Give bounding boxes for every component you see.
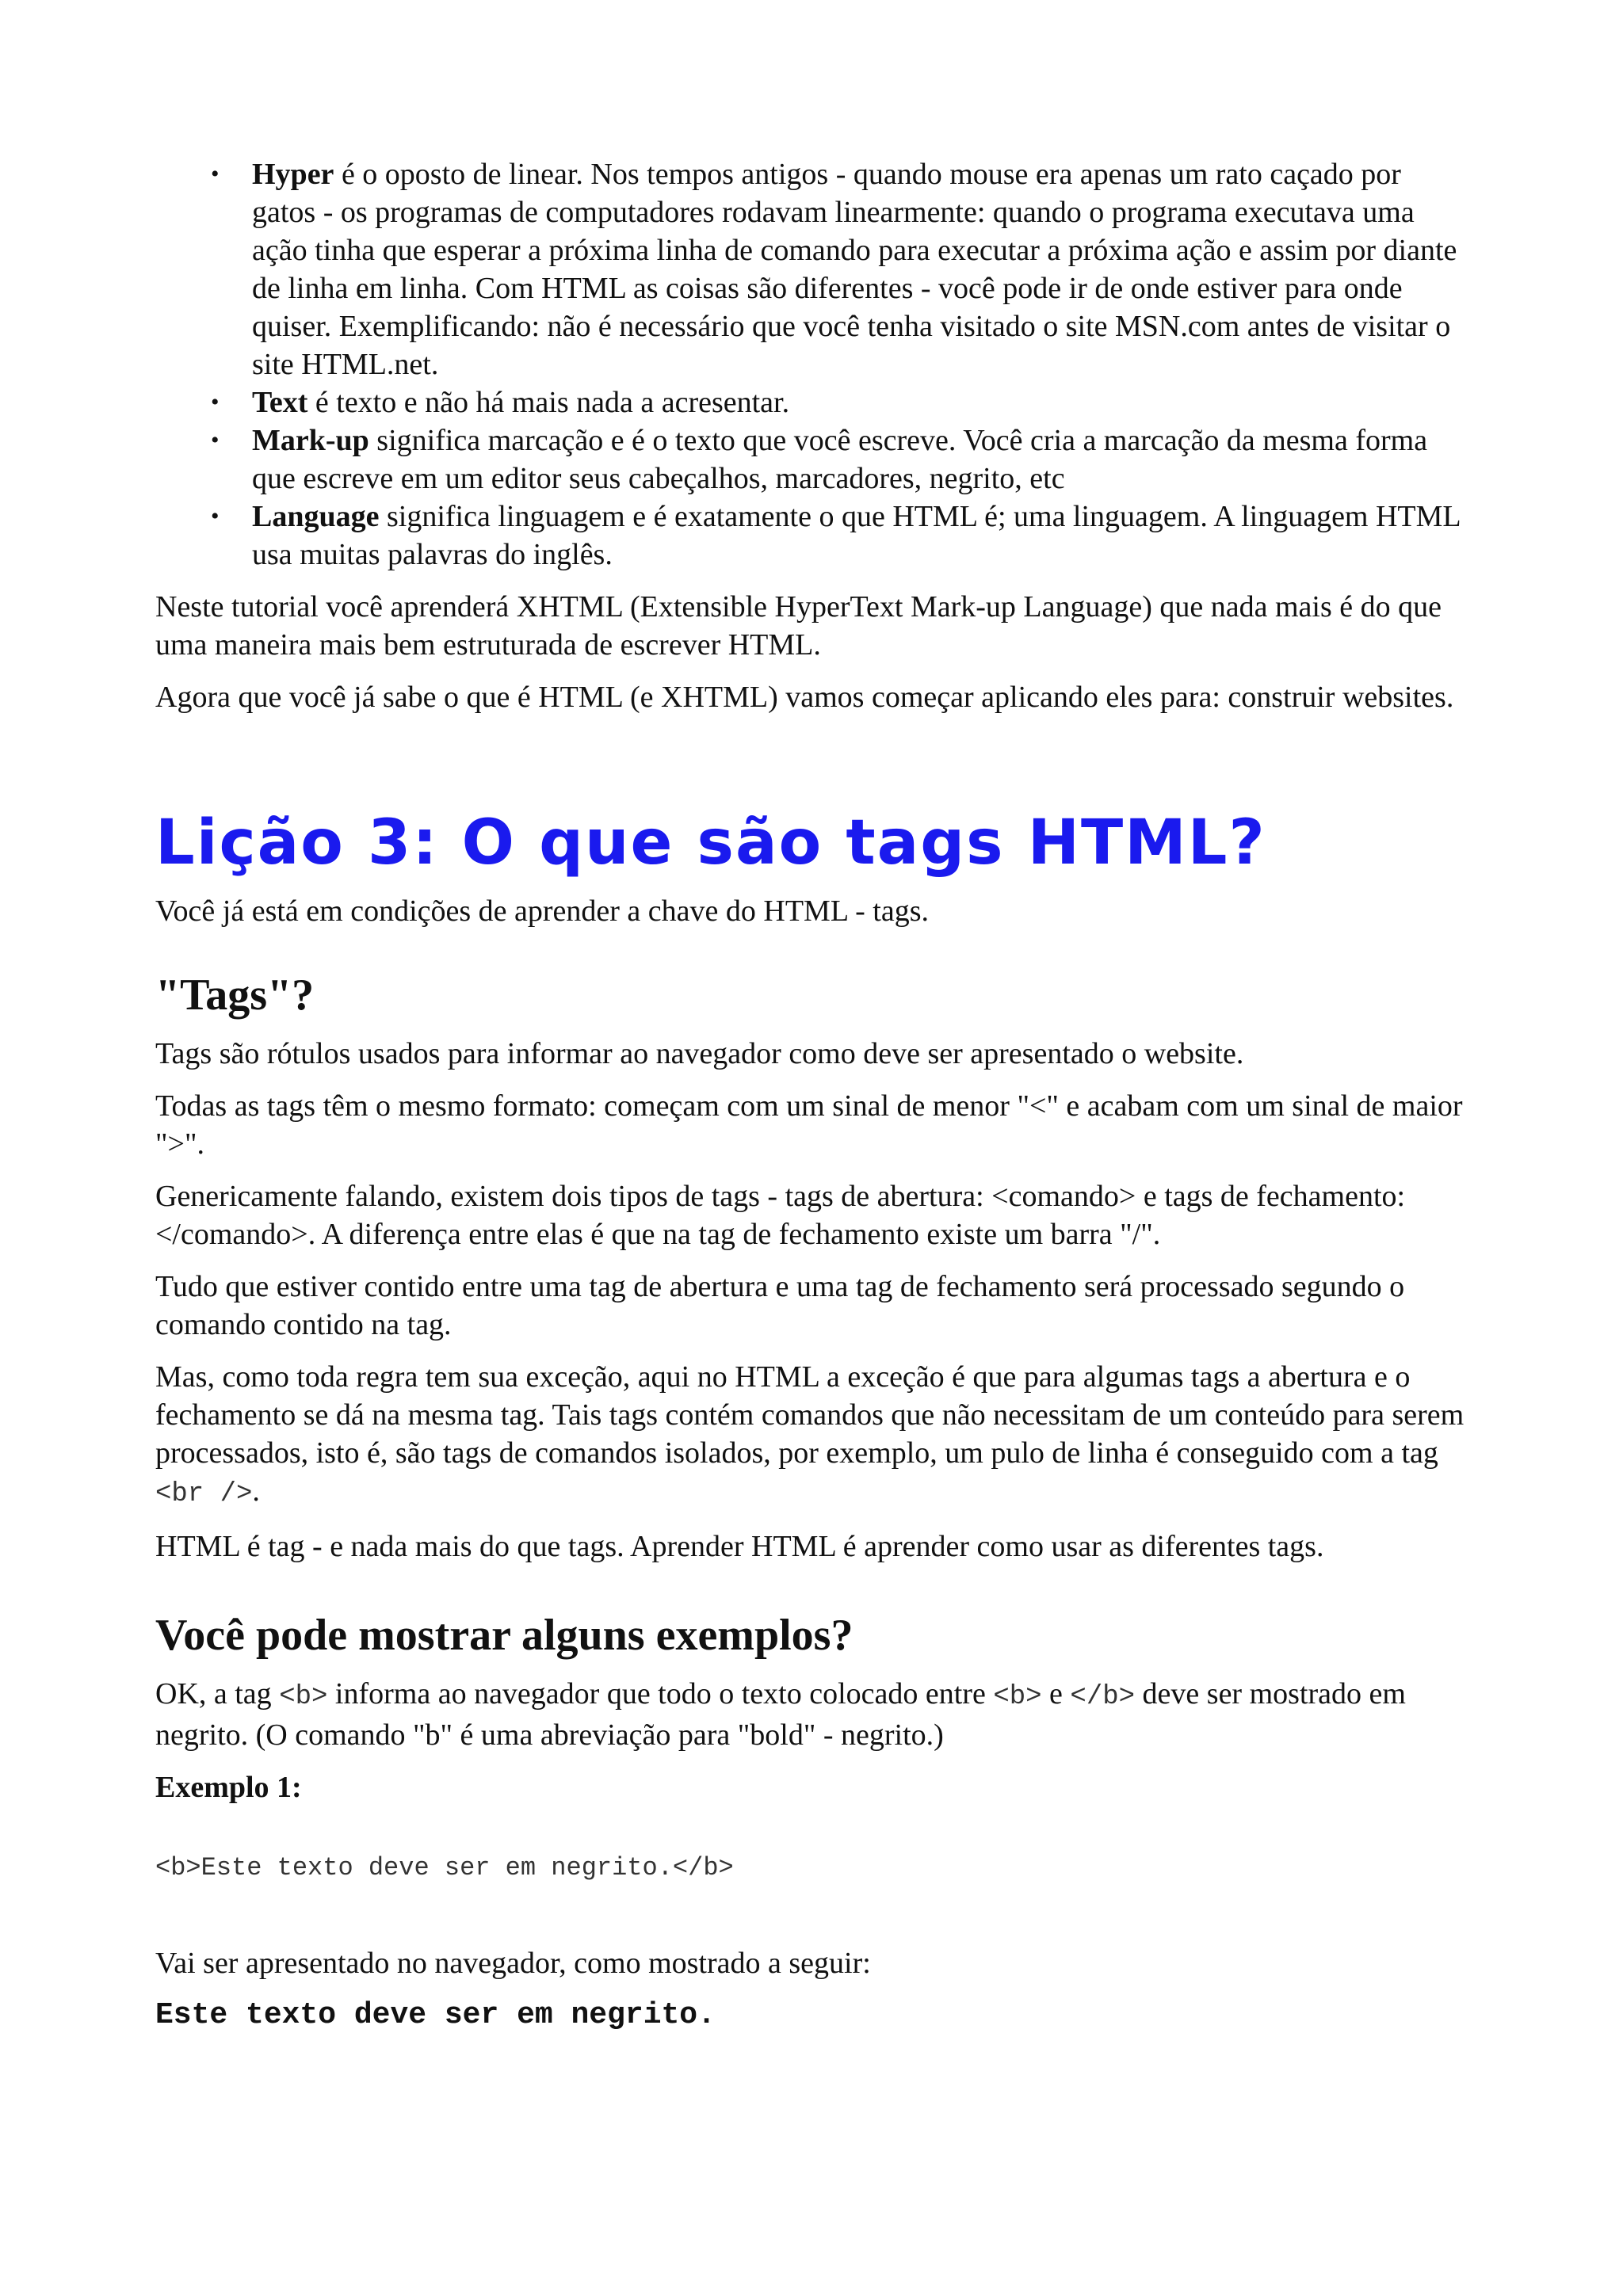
result-intro: Vai ser apresentado no navegador, como mostrado a seguir: (155, 1947, 871, 1980)
b-close-code: </b> (1070, 1682, 1136, 1712)
lesson-lead: Você já está em condições de aprender a chave do HTML - tags. (155, 894, 929, 928)
list-item-term: Mark-up (252, 424, 369, 457)
tags-heading: "Tags"? (155, 971, 315, 1020)
list-item (155, 383, 1471, 421)
list-item-text: é o oposto de linear. Nos tempos antigos - quando mouse era apenas um rato caçado por gatos - os programas de computadores rodavam linearmente: quando o programa executava uma ação tinha que esperar a próxima linha de comando para executar a próxima ação e assim por diante de linha em linha. Com HTML as coisas são diferentes - você pode ir de onde estiver para onde quiser. Exemplificando: não é necessário que você tenha visitado o site MSN.com antes de visitar o site HTML.net. (252, 158, 1457, 381)
tags-paragraph: Tudo que estiver contido entre uma tag de abertura e uma tag de fechamento será processado segundo o comando contido na tag. (155, 1270, 1405, 1341)
bold-tag-paragraph (155, 1675, 1471, 1754)
websites-paragraph: Agora que você já sabe o que é HTML (e XHTML) vamos começar aplicando eles para: construir websites. (155, 681, 1454, 714)
list-item (155, 421, 1471, 498)
bold-intro-text: deve ser mostrado em negrito. (O comando "b" é uma abreviação para "bold" - negrito.) (155, 1677, 1406, 1752)
bold-intro-text: informa ao navegador que todo o texto colocado entre (327, 1677, 994, 1711)
examples-heading: Você pode mostrar alguns exemplos? (155, 1611, 854, 1660)
exception-paragraph (155, 1358, 1471, 1513)
bold-intro-text: OK, a tag (155, 1677, 280, 1711)
b-open-code: <b> (279, 1682, 328, 1712)
list-item (155, 498, 1471, 574)
tags-paragraph: Tags são rótulos usados para informar ao navegador como deve ser apresentado o website. (155, 1037, 1244, 1070)
list-item-text: significa marcação e é o texto que você escreve. Você cria a marcação da mesma forma que escreve em um editor seus cabeçalhos, marcadores, negrito, etc (252, 424, 1428, 495)
exception-text: Mas, como toda regra tem sua exceção, aqui no HTML a exceção é que para algumas tags a abertura e o fechamento se dá na mesma tag. Tais tags contém comandos que não necessitam de um conteúdo para serem processados, isto é, são tags de comandos isolados, por exemplo, um pulo de linha é conseguido com a tag (155, 1360, 1465, 1470)
example-code-block: <b>Este texto deve ser em negrito.</b> (155, 1853, 734, 1882)
list-item (155, 155, 1471, 383)
br-tag-code: <br /> (155, 1479, 253, 1509)
page-content (155, 155, 1471, 2035)
lesson-title: Lição 3: O que são tags HTML? (155, 807, 1266, 879)
list-item-term: Language (252, 500, 380, 533)
list-item-term: Hyper (252, 158, 334, 191)
bold-intro-text: e (1041, 1677, 1071, 1711)
exception-end: . (252, 1474, 260, 1508)
list-item-text: significa linguagem e é exatamente o que HTML é; uma linguagem. A linguagem HTML usa muitas palavras do inglês. (252, 500, 1461, 571)
rendered-bold-output: Este texto deve ser em negrito. (155, 1998, 716, 2032)
example-label: Exemplo 1: (155, 1771, 302, 1804)
tags-paragraph: Genericamente falando, existem dois tipos de tags - tags de abertura: <comando> e tags de fechamento: </comando>. A diferença entre elas é que na tag de fechamento existe um barra "/". (155, 1180, 1406, 1251)
intro-definition-list (155, 155, 1471, 574)
tags-paragraph: Todas as tags têm o mesmo formato: começam com um sinal de menor "<" e acabam com um sinal de maior ">". (155, 1089, 1463, 1161)
list-item-text: é texto e não há mais nada a acresentar. (307, 386, 790, 419)
list-item-term: Text (252, 386, 308, 419)
tags-closing-paragraph: HTML é tag - e nada mais do que tags. Aprender HTML é aprender como usar as diferentes tags. (155, 1530, 1324, 1563)
xhtml-paragraph: Neste tutorial você aprenderá XHTML (Extensible HyperText Mark-up Language) que nada mais é do que uma maneira mais bem estruturada de escrever HTML. (155, 590, 1442, 662)
b-open-code: <b> (993, 1682, 1042, 1712)
